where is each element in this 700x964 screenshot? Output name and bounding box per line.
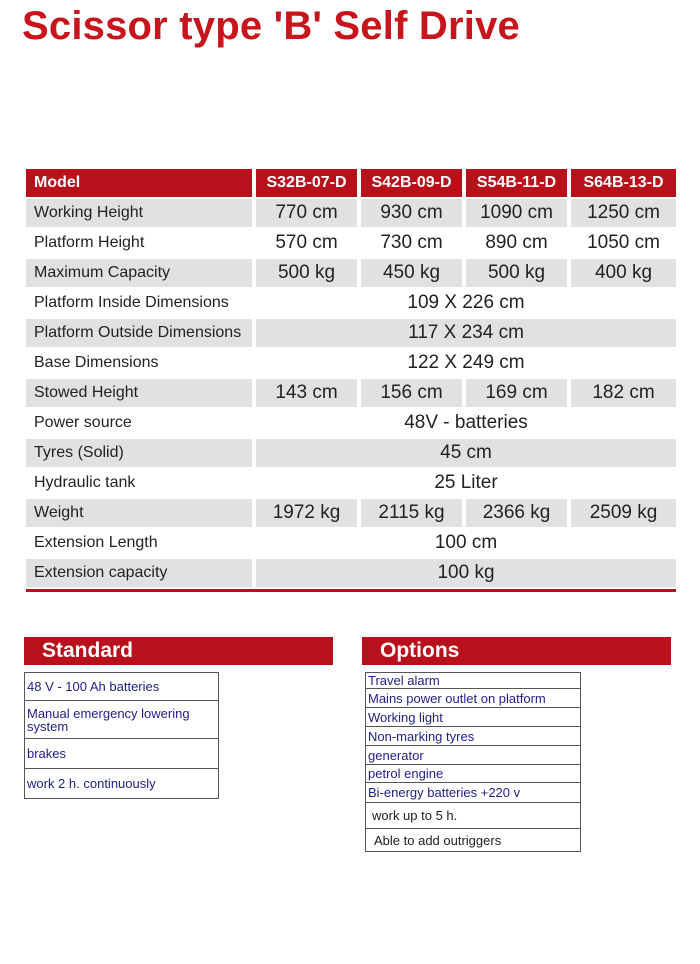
row-label: Platform Inside Dimensions — [34, 294, 229, 311]
table-cell: 156 cm — [361, 379, 462, 407]
row-label: Platform Outside Dimensions — [26, 319, 252, 347]
row-label: Tyres (Solid) — [26, 439, 252, 467]
table-cell: 400 kg — [571, 259, 676, 287]
table-cell-span: 25 Liter — [434, 472, 498, 493]
table-cell: 143 cm — [256, 379, 357, 407]
table-cell: 500 kg — [466, 259, 567, 287]
table-cell-span: 45 cm — [256, 439, 676, 467]
row-label: Base Dimensions — [34, 354, 159, 371]
list-item: Bi-energy batteries +220 v — [366, 782, 581, 802]
options-list — [365, 672, 582, 852]
header-cell-model-4: S64B-13-D — [571, 169, 676, 197]
table-cell: 570 cm — [275, 232, 338, 253]
table-row — [26, 558, 676, 588]
table-row — [26, 408, 676, 438]
row-label: Hydraulic tank — [34, 474, 136, 491]
list-item: petrol engine — [366, 764, 581, 782]
list-item: work up to 5 h. — [366, 802, 581, 828]
list-item: Manual emergency lowering system — [25, 700, 219, 738]
table-cell: 2366 kg — [466, 499, 567, 527]
list-item: Able to add outriggers — [366, 828, 581, 852]
row-label: Weight — [26, 499, 252, 527]
table-cell-span: 100 cm — [434, 532, 498, 553]
list-item: Non-marking tyres — [366, 726, 581, 745]
list-item: 48 V - 100 Ah batteries — [25, 672, 219, 700]
table-cell-span: 109 X 226 cm — [407, 292, 525, 313]
row-label: Platform Height — [34, 234, 145, 251]
table-cell: 169 cm — [466, 379, 567, 407]
table-cell: 450 kg — [361, 259, 462, 287]
header-cell-model-3: S54B-11-D — [466, 169, 567, 197]
table-cell: 770 cm — [256, 199, 357, 227]
row-label: Working Height — [26, 199, 252, 227]
table-cell: 1090 cm — [466, 199, 567, 227]
table-cell-span: 100 kg — [256, 559, 676, 587]
table-cell: 1050 cm — [587, 232, 660, 253]
table-cell: 2509 kg — [571, 499, 676, 527]
table-row — [26, 318, 676, 348]
table-cell: 2115 kg — [361, 499, 462, 527]
table-cell: 182 cm — [571, 379, 676, 407]
list-item: generator — [366, 745, 581, 764]
table-bottom-divider — [26, 589, 676, 592]
standard-list — [24, 672, 220, 799]
list-item: Travel alarm — [366, 672, 581, 688]
list-item: Working light — [366, 707, 581, 726]
table-cell-span: 122 X 249 cm — [407, 352, 525, 373]
table-row — [26, 288, 676, 318]
table-row — [26, 528, 676, 558]
header-cell-model: Model — [26, 169, 252, 197]
table-row — [26, 198, 676, 228]
row-label: Maximum Capacity — [26, 259, 252, 287]
table-cell-span: 48V - batteries — [404, 412, 528, 433]
table-row — [26, 438, 676, 468]
spec-table — [26, 168, 676, 588]
table-cell: 730 cm — [380, 232, 443, 253]
list-item: brakes — [25, 738, 219, 768]
row-label: Extension capacity — [26, 559, 252, 587]
table-cell: 930 cm — [361, 199, 462, 227]
standard-header: Standard — [24, 637, 333, 665]
table-row — [26, 258, 676, 288]
table-cell: 500 kg — [256, 259, 357, 287]
table-row — [26, 228, 676, 258]
table-cell: 1250 cm — [571, 199, 676, 227]
table-row — [26, 378, 676, 408]
row-label: Stowed Height — [26, 379, 252, 407]
list-item: Mains power outlet on platform — [366, 688, 581, 707]
table-row — [26, 348, 676, 378]
options-header: Options — [362, 637, 671, 665]
header-cell-model-1: S32B-07-D — [256, 169, 357, 197]
table-row — [26, 498, 676, 528]
table-header-row — [26, 168, 676, 198]
page-title: Scissor type 'B' Self Drive — [22, 4, 520, 48]
header-cell-model-2: S42B-09-D — [361, 169, 462, 197]
table-cell: 1972 kg — [256, 499, 357, 527]
list-item: work 2 h. continuously — [25, 768, 219, 799]
table-row — [26, 468, 676, 498]
table-cell-span: 117 X 234 cm — [256, 319, 676, 347]
row-label: Power source — [34, 414, 132, 431]
row-label: Extension Length — [34, 534, 158, 551]
table-cell: 890 cm — [485, 232, 548, 253]
